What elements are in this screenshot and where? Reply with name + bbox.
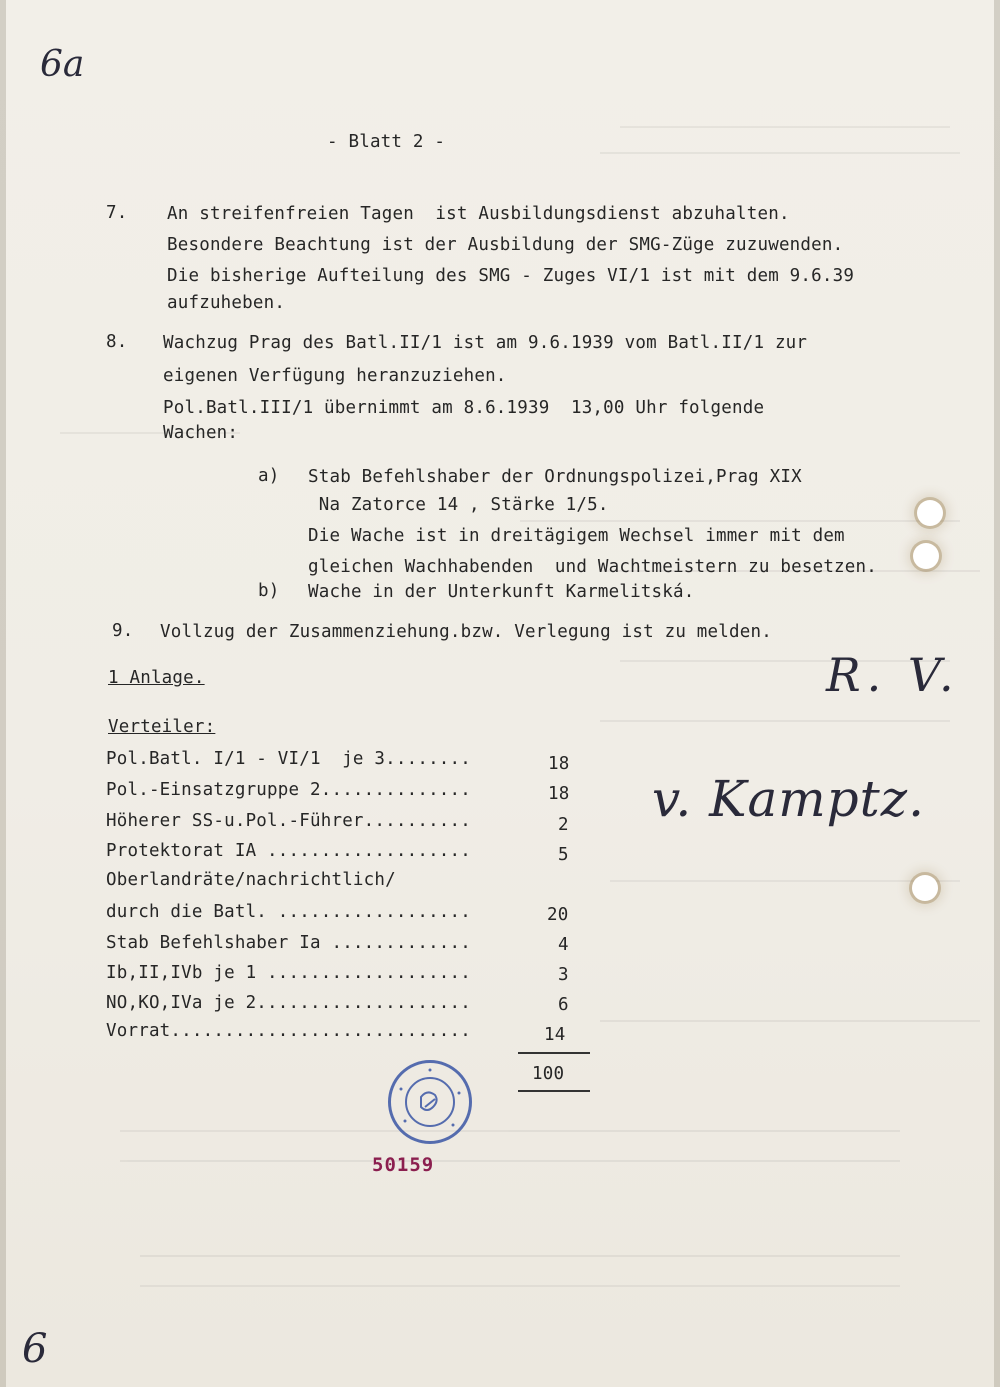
distribution-row-text: Protektorat IA ................... (106, 841, 472, 861)
distribution-row-count: 5 (558, 845, 569, 865)
sub-a-label: a) (258, 466, 280, 486)
distribution-heading: Verteiler: (108, 717, 216, 737)
distribution-row-text: Oberlandräte/nachrichtlich/ (106, 870, 396, 890)
sub-b-label: b) (258, 581, 280, 601)
archive-stamp (388, 1060, 472, 1144)
distribution-row-text: Stab Befehlshaber Ia ............. (106, 933, 472, 953)
sum-rule-top (518, 1052, 590, 1054)
distribution-row-text: durch die Batl. .................. (106, 902, 472, 922)
distribution-row-text: Pol.Batl. I/1 - VI/1 je 3........ (106, 749, 472, 769)
distribution-row-count: 20 (547, 905, 569, 925)
sub-a-line-3: Die Wache ist in dreitägigem Wechsel immer mit dem (308, 526, 845, 546)
item-8-line-3: Pol.Batl.III/1 übernimmt am 8.6.1939 13,00 Uhr folgende (163, 398, 765, 418)
handwritten-initials: R. V. (826, 648, 960, 702)
archive-number: 50159 (372, 1154, 435, 1176)
item-8-line-4: Wachen: (163, 423, 239, 443)
distribution-total: 100 (532, 1064, 565, 1084)
distribution-row-count: 2 (558, 815, 569, 835)
distribution-row-text: Höherer SS-u.Pol.-Führer.......... (106, 811, 472, 831)
sub-a-line-1: Stab Befehlshaber der Ordnungspolizei,Prag XIX (308, 467, 802, 487)
item-9-number: 9. (112, 621, 134, 641)
distribution-row-text: NO,KO,IVa je 2.................... (106, 993, 472, 1013)
distribution-row-text: Ib,II,IVb je 1 ................... (106, 963, 472, 983)
punch-hole (913, 543, 939, 569)
item-8-line-2: eigenen Verfügung heranzuziehen. (163, 366, 507, 386)
item-8-number: 8. (106, 332, 128, 352)
corner-note: 6a (40, 44, 85, 85)
item-8-line-1: Wachzug Prag des Batl.II/1 ist am 9.6.1939 vom Batl.II/1 zur (163, 333, 808, 353)
sum-rule-bottom (518, 1090, 590, 1092)
handwritten-signature: v. Kamptz. (652, 770, 926, 828)
distribution-row-count: 18 (548, 784, 570, 804)
distribution-row-count: 18 (548, 754, 570, 774)
item-9-line: Vollzug der Zusammenziehung.bzw. Verlegung ist zu melden. (160, 622, 772, 642)
item-7-line-1: An streifenfreien Tagen ist Ausbildungsdienst abzuhalten. (167, 204, 790, 224)
distribution-row-count: 4 (558, 935, 569, 955)
sheet-heading: - Blatt 2 - (327, 132, 446, 152)
right-paper-edge (994, 0, 1000, 1387)
sub-a-line-2: Na Zatorce 14 , Stärke 1/5. (308, 495, 609, 515)
sub-a-line-4: gleichen Wachhabenden und Wachtmeistern zu besetzen. (308, 557, 878, 577)
item-7-line-3: Die bisherige Aufteilung des SMG - Zuges VI/1 ist mit dem 9.6.39 (167, 266, 855, 286)
sub-b-line: Wache in der Unterkunft Karmelitská. (308, 582, 695, 602)
item-7-number: 7. (106, 203, 128, 223)
distribution-row-count: 3 (558, 965, 569, 985)
item-7-line-2: Besondere Beachtung ist der Ausbildung der SMG-Züge zuzuwenden. (167, 235, 844, 255)
distribution-row-text: Vorrat............................ (106, 1021, 472, 1041)
left-paper-edge (0, 0, 6, 1387)
enclosure-note: 1 Anlage. (108, 668, 205, 688)
item-7-line-4: aufzuheben. (167, 293, 286, 313)
bottom-note: 6 (22, 1326, 48, 1372)
punch-hole (912, 875, 938, 901)
distribution-row-count: 14 (544, 1025, 566, 1045)
distribution-row-text: Pol.-Einsatzgruppe 2.............. (106, 780, 472, 800)
distribution-row-count: 6 (558, 995, 569, 1015)
punch-hole (917, 500, 943, 526)
